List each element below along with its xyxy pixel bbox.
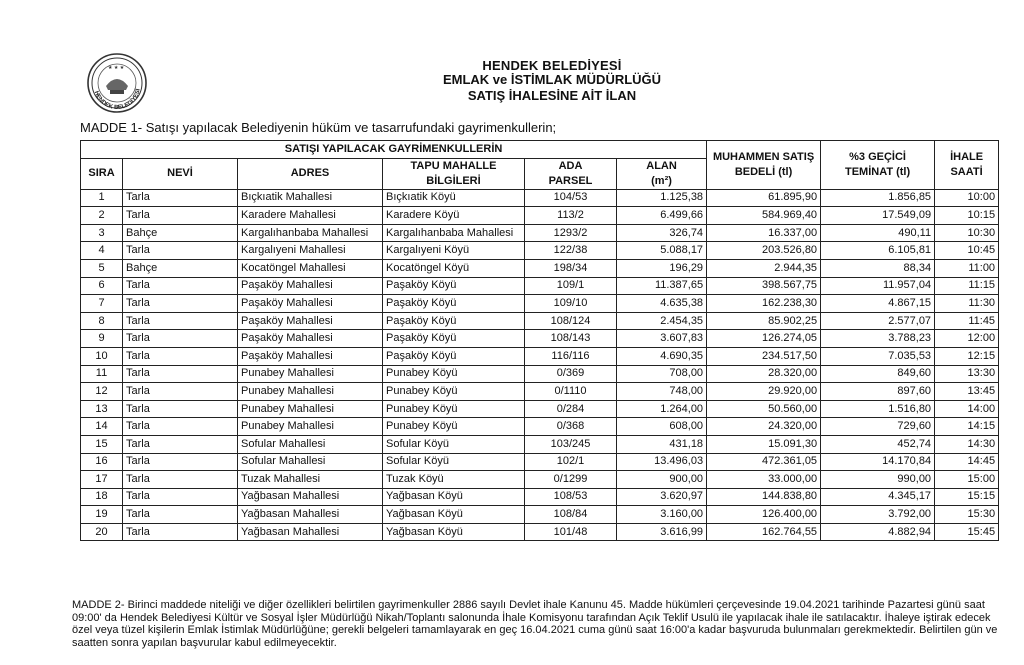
cell-teminat: 11.957,04 xyxy=(821,277,935,295)
cell-teminat: 990,00 xyxy=(821,471,935,489)
table-row xyxy=(81,435,999,453)
cell-alan: 4.690,35 xyxy=(617,347,707,365)
table-row xyxy=(81,277,999,295)
cell-teminat: 1.856,85 xyxy=(821,189,935,207)
cell-nevi: Tarla xyxy=(123,347,238,365)
col-muhammen-header: MUHAMMEN SATIŞ BEDELİ (tl) xyxy=(707,141,821,190)
cell-alan: 196,29 xyxy=(617,259,707,277)
cell-saat: 11:15 xyxy=(935,277,999,295)
cell-saat: 15:45 xyxy=(935,523,999,541)
cell-nevi: Bahçe xyxy=(123,259,238,277)
cell-saat: 15:15 xyxy=(935,488,999,506)
cell-adres: Tuzak Mahallesi xyxy=(238,471,383,489)
cell-ada: 108/84 xyxy=(525,506,617,524)
cell-alan: 608,00 xyxy=(617,418,707,436)
cell-muhammen: 472.361,05 xyxy=(707,453,821,471)
cell-teminat: 17.549,09 xyxy=(821,207,935,225)
cell-nevi: Tarla xyxy=(123,295,238,313)
cell-alan: 2.454,35 xyxy=(617,312,707,330)
cell-alan: 6.499,66 xyxy=(617,207,707,225)
col-ada-header: ADA PARSEL xyxy=(525,158,617,189)
cell-ada: 198/34 xyxy=(525,259,617,277)
cell-alan: 1.264,00 xyxy=(617,400,707,418)
cell-teminat: 14.170,84 xyxy=(821,453,935,471)
cell-muhammen: 162.238,30 xyxy=(707,295,821,313)
col-alan-header: ALAN (m²) xyxy=(617,158,707,189)
cell-saat: 13:30 xyxy=(935,365,999,383)
cell-teminat: 4.345,17 xyxy=(821,488,935,506)
cell-ada: 104/53 xyxy=(525,189,617,207)
cell-adres: Sofular Mahallesi xyxy=(238,453,383,471)
table-row xyxy=(81,224,999,242)
cell-sira: 14 xyxy=(81,418,123,436)
cell-tapu: Karadere Köyü xyxy=(383,207,525,225)
cell-adres: Bıçkıatik Mahallesi xyxy=(238,189,383,207)
svg-text:HENDEK BELEDİYESİ: HENDEK BELEDİYESİ xyxy=(92,88,142,112)
cell-sira: 4 xyxy=(81,242,123,260)
cell-sira: 16 xyxy=(81,453,123,471)
cell-tapu: Paşaköy Köyü xyxy=(383,277,525,295)
cell-ada: 101/48 xyxy=(525,523,617,541)
cell-muhammen: 28.320,00 xyxy=(707,365,821,383)
cell-muhammen: 50.560,00 xyxy=(707,400,821,418)
cell-sira: 13 xyxy=(81,400,123,418)
cell-tapu: Punabey Köyü xyxy=(383,418,525,436)
cell-sira: 5 xyxy=(81,259,123,277)
cell-tapu: Paşaköy Köyü xyxy=(383,295,525,313)
cell-ada: 109/10 xyxy=(525,295,617,313)
cell-tapu: Paşaköy Köyü xyxy=(383,330,525,348)
cell-alan: 3.616,99 xyxy=(617,523,707,541)
cell-sira: 8 xyxy=(81,312,123,330)
cell-nevi: Tarla xyxy=(123,418,238,436)
cell-saat: 13:45 xyxy=(935,383,999,401)
cell-muhammen: 2.944,35 xyxy=(707,259,821,277)
group-header: SATIŞI YAPILACAK GAYRİMENKULLERİN xyxy=(81,141,707,159)
cell-saat: 10:45 xyxy=(935,242,999,260)
cell-alan: 3.607,83 xyxy=(617,330,707,348)
cell-muhammen: 203.526,80 xyxy=(707,242,821,260)
cell-muhammen: 85.902,25 xyxy=(707,312,821,330)
cell-sira: 17 xyxy=(81,471,123,489)
table-row xyxy=(81,347,999,365)
org-name: HENDEK BELEDİYESİ xyxy=(482,58,622,73)
cell-adres: Yağbasan Mahallesi xyxy=(238,523,383,541)
cell-saat: 14:30 xyxy=(935,435,999,453)
table-row xyxy=(81,295,999,313)
cell-nevi: Tarla xyxy=(123,207,238,225)
table-row xyxy=(81,330,999,348)
cell-muhammen: 584.969,40 xyxy=(707,207,821,225)
cell-alan: 11.387,65 xyxy=(617,277,707,295)
cell-sira: 7 xyxy=(81,295,123,313)
cell-teminat: 6.105,81 xyxy=(821,242,935,260)
cell-muhammen: 234.517,50 xyxy=(707,347,821,365)
cell-ada: 103/245 xyxy=(525,435,617,453)
cell-nevi: Tarla xyxy=(123,277,238,295)
cell-alan: 326,74 xyxy=(617,224,707,242)
cell-ada: 116/116 xyxy=(525,347,617,365)
cell-nevi: Tarla xyxy=(123,189,238,207)
cell-saat: 15:30 xyxy=(935,506,999,524)
cell-tapu: Kargalıyeni Köyü xyxy=(383,242,525,260)
cell-teminat: 3.788,23 xyxy=(821,330,935,348)
cell-alan: 708,00 xyxy=(617,365,707,383)
cell-adres: Paşaköy Mahallesi xyxy=(238,295,383,313)
cell-nevi: Bahçe xyxy=(123,224,238,242)
cell-tapu: Sofular Köyü xyxy=(383,435,525,453)
document-title: SATIŞ İHALESİNE AİT İLAN xyxy=(467,88,637,103)
cell-nevi: Tarla xyxy=(123,330,238,348)
department-name: EMLAK ve İSTİMLAK MÜDÜRLÜĞÜ xyxy=(442,72,662,87)
cell-muhammen: 29.920,00 xyxy=(707,383,821,401)
cell-tapu: Tuzak Köyü xyxy=(383,471,525,489)
table-row xyxy=(81,189,999,207)
col-nevi-header: NEVİ xyxy=(123,158,238,189)
cell-teminat: 7.035,53 xyxy=(821,347,935,365)
cell-tapu: Paşaköy Köyü xyxy=(383,312,525,330)
cell-alan: 3.620,97 xyxy=(617,488,707,506)
cell-sira: 19 xyxy=(81,506,123,524)
cell-tapu: Punabey Köyü xyxy=(383,400,525,418)
cell-teminat: 3.792,00 xyxy=(821,506,935,524)
cell-alan: 13.496,03 xyxy=(617,453,707,471)
cell-ada: 0/1110 xyxy=(525,383,617,401)
cell-muhammen: 33.000,00 xyxy=(707,471,821,489)
cell-adres: Paşaköy Mahallesi xyxy=(238,312,383,330)
cell-saat: 10:30 xyxy=(935,224,999,242)
cell-teminat: 4.867,15 xyxy=(821,295,935,313)
cell-teminat: 897,60 xyxy=(821,383,935,401)
cell-saat: 11:45 xyxy=(935,312,999,330)
cell-nevi: Tarla xyxy=(123,506,238,524)
cell-ada: 108/143 xyxy=(525,330,617,348)
cell-saat: 14:45 xyxy=(935,453,999,471)
cell-nevi: Tarla xyxy=(123,383,238,401)
cell-alan: 1.125,38 xyxy=(617,189,707,207)
col-tapu-header: TAPU MAHALLE BİLGİLERİ xyxy=(383,158,525,189)
cell-adres: Punabey Mahallesi xyxy=(238,365,383,383)
table-row xyxy=(81,365,999,383)
cell-saat: 10:15 xyxy=(935,207,999,225)
cell-ada: 0/1299 xyxy=(525,471,617,489)
cell-alan: 3.160,00 xyxy=(617,506,707,524)
cell-muhammen: 398.567,75 xyxy=(707,277,821,295)
cell-saat: 14:00 xyxy=(935,400,999,418)
cell-tapu: Bıçkıatik Köyü xyxy=(383,189,525,207)
cell-adres: Paşaköy Mahallesi xyxy=(238,347,383,365)
cell-adres: Yağbasan Mahallesi xyxy=(238,506,383,524)
cell-teminat: 1.516,80 xyxy=(821,400,935,418)
cell-muhammen: 61.895,90 xyxy=(707,189,821,207)
cell-muhammen: 144.838,80 xyxy=(707,488,821,506)
cell-adres: Paşaköy Mahallesi xyxy=(238,330,383,348)
cell-tapu: Sofular Köyü xyxy=(383,453,525,471)
cell-nevi: Tarla xyxy=(123,471,238,489)
cell-alan: 5.088,17 xyxy=(617,242,707,260)
cell-sira: 20 xyxy=(81,523,123,541)
cell-nevi: Tarla xyxy=(123,523,238,541)
table-row xyxy=(81,418,999,436)
cell-adres: Punabey Mahallesi xyxy=(238,383,383,401)
col-sira-header: SIRA xyxy=(81,158,123,189)
property-table xyxy=(80,140,999,541)
table-row xyxy=(81,471,999,489)
cell-ada: 108/124 xyxy=(525,312,617,330)
cell-tapu: Punabey Köyü xyxy=(383,383,525,401)
cell-adres: Karadere Mahallesi xyxy=(238,207,383,225)
col-teminat-header: %3 GEÇİCİ TEMİNAT (tl) xyxy=(821,141,935,190)
table-row xyxy=(81,488,999,506)
cell-saat: 15:00 xyxy=(935,471,999,489)
cell-sira: 6 xyxy=(81,277,123,295)
cell-adres: Yağbasan Mahallesi xyxy=(238,488,383,506)
cell-muhammen: 15.091,30 xyxy=(707,435,821,453)
cell-tapu: Paşaköy Köyü xyxy=(383,347,525,365)
cell-teminat: 2.577,07 xyxy=(821,312,935,330)
cell-sira: 15 xyxy=(81,435,123,453)
cell-nevi: Tarla xyxy=(123,312,238,330)
cell-nevi: Tarla xyxy=(123,488,238,506)
cell-sira: 10 xyxy=(81,347,123,365)
table-row xyxy=(81,312,999,330)
cell-adres: Kargalıhanbaba Mahallesi xyxy=(238,224,383,242)
cell-ada: 1293/2 xyxy=(525,224,617,242)
cell-nevi: Tarla xyxy=(123,365,238,383)
cell-nevi: Tarla xyxy=(123,453,238,471)
cell-sira: 3 xyxy=(81,224,123,242)
cell-tapu: Kocatöngel Köyü xyxy=(383,259,525,277)
svg-text:★ ★ ★: ★ ★ ★ xyxy=(108,65,125,71)
cell-saat: 14:15 xyxy=(935,418,999,436)
cell-alan: 748,00 xyxy=(617,383,707,401)
cell-teminat: 490,11 xyxy=(821,224,935,242)
cell-saat: 11:00 xyxy=(935,259,999,277)
cell-teminat: 4.882,94 xyxy=(821,523,935,541)
cell-adres: Punabey Mahallesi xyxy=(238,400,383,418)
table-row xyxy=(81,453,999,471)
table-row xyxy=(81,383,999,401)
cell-ada: 0/369 xyxy=(525,365,617,383)
cell-muhammen: 126.274,05 xyxy=(707,330,821,348)
cell-ada: 0/368 xyxy=(525,418,617,436)
cell-ada: 109/1 xyxy=(525,277,617,295)
cell-adres: Punabey Mahallesi xyxy=(238,418,383,436)
cell-ada: 108/53 xyxy=(525,488,617,506)
cell-muhammen: 162.764,55 xyxy=(707,523,821,541)
col-saat-header: İHALE SAATİ xyxy=(935,141,999,190)
cell-teminat: 88,34 xyxy=(821,259,935,277)
cell-tapu: Yağbasan Köyü xyxy=(383,523,525,541)
cell-sira: 2 xyxy=(81,207,123,225)
cell-tapu: Yağbasan Köyü xyxy=(383,488,525,506)
table-row xyxy=(81,242,999,260)
cell-teminat: 729,60 xyxy=(821,418,935,436)
cell-sira: 12 xyxy=(81,383,123,401)
cell-adres: Kocatöngel Mahallesi xyxy=(238,259,383,277)
cell-nevi: Tarla xyxy=(123,242,238,260)
cell-sira: 18 xyxy=(81,488,123,506)
article-1-intro: MADDE 1- Satışı yapılacak Belediyenin hüküm ve tasarrufundaki gayrimenkullerin; xyxy=(80,120,557,135)
table-row xyxy=(81,523,999,541)
cell-alan: 900,00 xyxy=(617,471,707,489)
cell-saat: 12:00 xyxy=(935,330,999,348)
cell-saat: 10:00 xyxy=(935,189,999,207)
cell-alan: 4.635,38 xyxy=(617,295,707,313)
cell-tapu: Punabey Köyü xyxy=(383,365,525,383)
article-2-text: MADDE 2- Birinci maddede niteliği ve diğer özellikleri belirtilen gayrimenkuller 2886 sayılı Devlet ihale Kanunu 45. Madde hükümleri çerçevesinde 19.04.2021 tarihinde Pazartesi günü saat 09:00' da Hendek Belediyesi Kültür ve Sosyal İşler Müdürlüğü Nikah/Toplantı salonunda İhale Komisyonu tarafından Açık Teklif Usulü ile yapılacak ihale ile satılacaktır. İhaleye iştirak edecek özel veya tüzel kişilerin Emlak İstimlak Müdürlüğüne; gerekli belgeleri tamamlayarak en geç 16.04.2021 cuma günü saat 16:00'a kadar başvuruda bulunmaları gerekmektedir. Belirtilen gün ve saatten sonra yapılan başvurular kabul edilmeyecektir. xyxy=(72,599,998,649)
col-adres-header: ADRES xyxy=(238,158,383,189)
cell-muhammen: 126.400,00 xyxy=(707,506,821,524)
cell-sira: 9 xyxy=(81,330,123,348)
cell-muhammen: 24.320,00 xyxy=(707,418,821,436)
cell-teminat: 849,60 xyxy=(821,365,935,383)
cell-adres: Kargalıyeni Mahallesi xyxy=(238,242,383,260)
cell-sira: 1 xyxy=(81,189,123,207)
cell-alan: 431,18 xyxy=(617,435,707,453)
cell-nevi: Tarla xyxy=(123,435,238,453)
cell-ada: 113/2 xyxy=(525,207,617,225)
cell-tapu: Kargalıhanbaba Mahallesi xyxy=(383,224,525,242)
cell-muhammen: 16.337,00 xyxy=(707,224,821,242)
cell-saat: 12:15 xyxy=(935,347,999,365)
cell-ada: 0/284 xyxy=(525,400,617,418)
table-row xyxy=(81,207,999,225)
table-row xyxy=(81,506,999,524)
cell-teminat: 452,74 xyxy=(821,435,935,453)
cell-tapu: Yağbasan Köyü xyxy=(383,506,525,524)
cell-ada: 102/1 xyxy=(525,453,617,471)
table-row xyxy=(81,259,999,277)
table-row xyxy=(81,400,999,418)
cell-adres: Paşaköy Mahallesi xyxy=(238,277,383,295)
cell-sira: 11 xyxy=(81,365,123,383)
cell-saat: 11:30 xyxy=(935,295,999,313)
cell-adres: Sofular Mahallesi xyxy=(238,435,383,453)
cell-nevi: Tarla xyxy=(123,400,238,418)
cell-ada: 122/38 xyxy=(525,242,617,260)
